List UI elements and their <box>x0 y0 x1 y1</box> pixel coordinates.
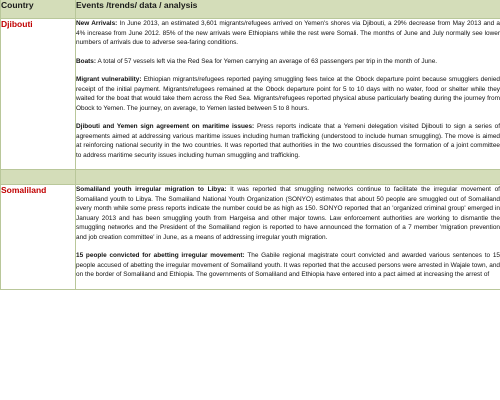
paragraph-heading: New Arrivals: <box>76 20 118 27</box>
paragraph-heading: Boats: <box>76 57 97 65</box>
paragraph-heading: Djibouti and Yemen sign agreement on maritime issues: <box>76 123 255 130</box>
paragraph-text: Press reports indicate that a Yemeni delegation visited Djibouti to sign a series of agreements aimed at addressing various maritime issues including human trafficking (understood to include human smuggling). The move is aimed at reinforcing national security in the two countries. It was reported that authorities in the two countries discussed the formation of a joint committee to address maritime security issues including human smuggling and trafficking. <box>76 123 500 159</box>
paragraph-maritime-agreement <box>76 122 500 160</box>
paragraph-new-arrivals <box>76 19 500 48</box>
paragraph-heading: 15 people convicted for abetting irregular movement: <box>76 252 245 259</box>
paragraph-text: Ethiopian migrants/refugees reported paying smuggling fees twice at the Obock departure point because smugglers denied receipt of the initial payment. Migrants/refugees remained at the Obock departure point for 5 to 10 days with no water, food or shelter while they waited for the boat that would take them across the Red Sea. Migrants/refugees reported physical abuse particularly beating during the journey from Obock to Yemen. The journey, on average, to Yemen lasted between 5 to 8 hours. <box>76 76 500 112</box>
table-row-somaliland <box>1 185 500 290</box>
paragraph-heading: Somaliland youth irregular migration to Libya: <box>76 186 227 193</box>
paragraph-text: A total of 57 vessels left via the Red Sea for Yemen carrying an average of 63 passengers per trip in the month of June. <box>97 57 438 65</box>
paragraph-text: The Gabile regional magistrate court convicted and awarded various sentences to 15 people accused of abetting the irregular movement of Somaliland youth. It was reported that the accused persons were arrested in Wajale town, and on the border of Somaliland and Ethiopia. The governments of Somaliland and Ethiopia have entered into a pact aimed at increasing the arrest of <box>76 252 500 278</box>
events-cell <box>76 185 500 290</box>
separator-cell <box>1 170 76 185</box>
paragraph-text: It was reported that smuggling networks continue to facilitate the irregular movement of Somaliland youth to Libya. The Somaliland National Youth Organization (SONYO) estimates that about 50 people are smuggled out of Somaliland every month while some press reports indicate the number could be as high as 150. SONYO reported that an 'organized criminal group' emerged in January 2013 and has been smuggling youth from Hargeisa and other major towns. Law enforcement authorities are working to dismantle the smuggling networks and the President of the Somaliland region is reported to have announced the formation of a 7 member 'migration prevention and job creation committee' in June, as a means of addressing irregular youth migration. <box>76 186 500 241</box>
table-row-djibouti <box>1 19 500 170</box>
header-events: Events /trends/ data / analysis <box>76 0 500 19</box>
paragraph-migrant-vulnerability <box>76 75 500 113</box>
paragraph-text: In June 2013, an estimated 3,601 migrants/refugees arrived on Yemen's shores via Djibouti, a 29% decrease from May 2013 and a 4% increase from June 2012. 85% of the new arrivals were Ethiopians while the rest were Somali. The months of June and July normally see lower numbers of arrivals due to adverse sea-faring conditions. <box>76 20 500 46</box>
paragraph-heading: Migrant vulnerability: <box>76 76 142 83</box>
events-cell <box>76 19 500 170</box>
country-name: Somaliland <box>1 185 76 290</box>
paragraph-youth-migration <box>76 185 500 242</box>
paragraph-convictions <box>76 251 500 280</box>
separator-cell <box>76 170 500 185</box>
separator-row <box>1 170 500 185</box>
country-name: Djibouti <box>1 19 76 170</box>
paragraph-boats <box>76 57 500 67</box>
header-country: Country <box>1 0 76 19</box>
table-header-row <box>1 0 500 19</box>
